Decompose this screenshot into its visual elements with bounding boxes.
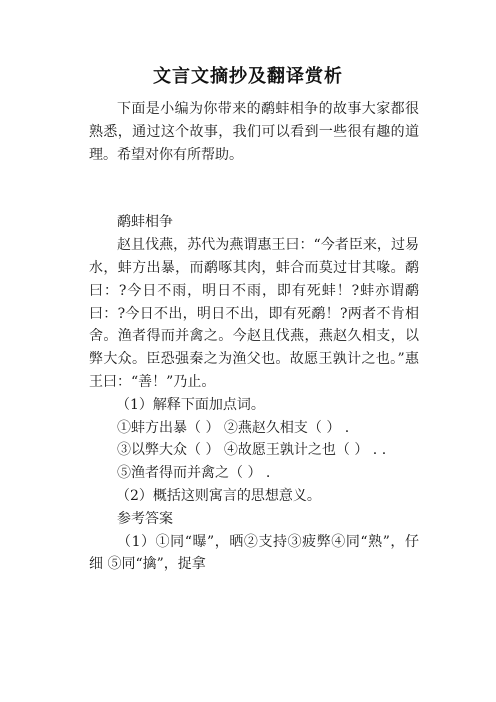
answer-heading: 参考答案 xyxy=(117,510,173,527)
story-paragraph: 赵且伐燕，苏代为燕谓惠王曰：“今者臣来，过易水，蚌方出暴，而鹬啄其肉，蚌合而莫过甘其喙。鹬曰：?今日不雨，明日不雨，即有死蚌！?蚌亦谓鹬曰：?今日不出，明日不出，即有死鹬！?两者不肯相舍。渔者得而并禽之。今赵且伐燕，燕赵久相支，以弊大众。臣恐强秦之为渔父也。故愿王孰计之也。”惠王曰：“善！”乃止。 xyxy=(89,237,419,390)
answer-paragraph: （1）①同“曝”，晒②支持③疲弊④同“熟”，仔细 ⑤同“擒”，捉拿 xyxy=(89,533,419,573)
document-body xyxy=(89,98,419,576)
question-1-item: ⑤渔者得而并禽之（ ） . xyxy=(117,465,271,482)
intro-paragraph: 下面是小编为你带来的鹬蚌相争的故事大家都很熟悉，通过这个故事，我们可以看到一些很有趣的道理。希望对你有所帮助。 xyxy=(89,101,419,163)
question-1-item: ③以弊大众（ ） ④故愿王孰计之也（ ） . . xyxy=(117,442,387,459)
story-title: 鹬蚌相争 xyxy=(117,214,173,231)
question-1-item: ①蚌方出暴（ ） ②燕赵久相支（ ） . xyxy=(117,419,350,436)
paragraph-gap xyxy=(89,166,419,211)
question-1: （1）解释下面加点词。 xyxy=(116,396,265,413)
page-title: 文言文摘抄及翻译赏析 xyxy=(153,66,343,87)
question-2: （2）概括这则寓言的思想意义。 xyxy=(116,487,321,504)
